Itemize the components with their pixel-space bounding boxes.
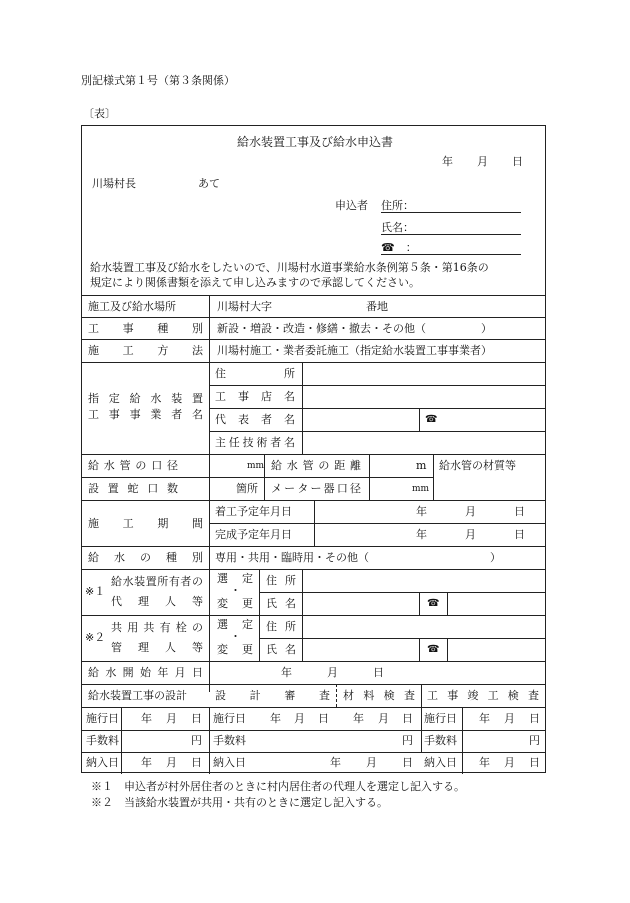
body-line-1: 給水装置工事及び給水をしたいので、川場村水道事業給水条例第５条・第16条の <box>90 261 489 274</box>
rule <box>82 454 545 455</box>
paid-month-2: 月 <box>366 756 377 769</box>
exec-day-1: 日 <box>191 712 202 725</box>
fee-label-3: 手数料 <box>424 734 457 747</box>
pipe-diameter-unit: mm <box>247 461 265 471</box>
agent1-dot: ・ <box>230 584 241 597</box>
fee-label-1: 手数料 <box>86 734 119 747</box>
agent1-change: 変更 <box>217 597 253 610</box>
design-label: 給水装置工事の設計 <box>88 689 187 702</box>
period-end-month: 月 <box>465 528 476 541</box>
rule <box>82 317 545 318</box>
applicant-address-label: 住所： <box>381 199 414 212</box>
paid-year-3: 年 <box>479 756 490 769</box>
rule <box>419 592 420 615</box>
exec-day-3: 日 <box>402 712 413 725</box>
tap-count-label: 設置蛇口数 <box>88 482 178 495</box>
phone-icon: ☎ <box>427 644 440 655</box>
period-end-year: 年 <box>416 528 427 541</box>
agent2-dot: ・ <box>230 630 241 643</box>
address-underline <box>381 212 521 213</box>
contractor-rep-label: 代表者名 <box>215 413 295 426</box>
applicant-name-label: 氏名： <box>381 221 414 234</box>
method-value: 川場村施工・業者委託施工（指定給水装置工事事業者） <box>217 344 492 357</box>
period-label: 施工期間 <box>88 517 203 530</box>
contractor-label-2: 工事事業者名 <box>88 408 203 421</box>
finish-check-label: 工事竣工検査 <box>427 689 539 702</box>
rule <box>419 638 420 661</box>
phone-icon: ☎ <box>425 414 438 425</box>
period-end-day: 日 <box>514 528 525 541</box>
exec-month-2: 月 <box>294 712 305 725</box>
rule <box>314 500 315 546</box>
fee-label-2: 手数料 <box>213 734 246 747</box>
rule <box>369 454 370 500</box>
rule <box>209 385 545 386</box>
tap-count-unit: 箇所 <box>236 482 258 495</box>
rule <box>447 592 448 615</box>
date-day: 日 <box>512 155 523 168</box>
rule <box>82 730 545 731</box>
agent2-name-label: 氏名 <box>266 643 296 656</box>
exec-month-3: 月 <box>378 712 389 725</box>
site-value: 川場村大字 <box>217 300 272 313</box>
date-year: 年 <box>442 155 453 168</box>
rule <box>82 477 433 478</box>
rule <box>447 638 448 661</box>
start-month: 月 <box>327 666 338 679</box>
period-start-year: 年 <box>416 505 427 518</box>
form-number: 別記様式第１号（第３条関係） <box>81 74 235 87</box>
agent1-name-label: 氏名 <box>266 597 296 610</box>
rule <box>264 454 265 500</box>
contractor-shop-label: 工事店名 <box>215 390 295 403</box>
rule <box>209 523 545 524</box>
fee-yen-1: 円 <box>191 734 202 747</box>
pipe-material-label: 給水管の材質等 <box>439 459 516 472</box>
meter-diameter-unit: mm <box>412 484 430 494</box>
rule <box>433 454 434 500</box>
agent2-label-2: 管理人等 <box>111 641 203 654</box>
supply-label: 給水の種別 <box>88 551 203 564</box>
dashed-rule <box>336 684 337 707</box>
rule <box>82 661 545 662</box>
rule <box>209 295 210 692</box>
paid-year-2: 年 <box>330 756 341 769</box>
rule <box>209 408 545 409</box>
agent2-label-1: 共用共有栓の <box>111 621 203 634</box>
contractor-label-1: 指定給水装置 <box>88 392 203 405</box>
paid-day-2: 日 <box>402 756 413 769</box>
exec-label-2: 施行日 <box>213 712 246 725</box>
applicant-label: 申込者 <box>335 199 368 212</box>
start-year: 年 <box>281 666 292 679</box>
survey-label: 設計審査 <box>215 689 330 702</box>
paid-year-1: 年 <box>141 756 152 769</box>
contractor-address-label: 住所 <box>215 367 295 380</box>
rule <box>419 408 420 431</box>
phone-icon: ☎ <box>427 598 440 609</box>
rule <box>82 339 545 340</box>
agent2-select: 選定 <box>217 618 253 631</box>
agent1-mark: ※１ <box>85 585 106 598</box>
rule <box>421 684 422 752</box>
pipe-diameter-label: 給水管の口径 <box>88 459 178 472</box>
name-underline <box>381 234 521 235</box>
pipe-distance-unit: m <box>416 459 427 472</box>
paid-label-1: 納入日 <box>86 756 119 769</box>
period-end-label: 完成予定年月日 <box>215 528 292 541</box>
applicant-phone-label: ☎ ： <box>381 241 417 254</box>
side-label: 〔表〕 <box>83 107 116 120</box>
method-label: 施工方法 <box>88 344 203 357</box>
form-title: 給水装置工事及び給水申込書 <box>237 135 394 149</box>
rule <box>82 752 545 753</box>
exec-year-4: 年 <box>479 712 490 725</box>
rule <box>302 569 303 661</box>
period-start-label: 着工予定年月日 <box>215 505 292 518</box>
rule <box>82 707 545 708</box>
period-start-day: 日 <box>514 505 525 518</box>
agent2-mark: ※２ <box>85 631 106 644</box>
exec-year-3: 年 <box>353 712 364 725</box>
period-start-month: 月 <box>465 505 476 518</box>
exec-year-1: 年 <box>141 712 152 725</box>
agent1-select: 選定 <box>217 572 253 585</box>
agent1-label-2: 代理人等 <box>111 595 203 608</box>
rule <box>302 362 303 454</box>
note-2: ※２ 当該給水装置が共用・共有のときに選定し記入する。 <box>91 796 388 809</box>
site-suffix: 番地 <box>366 300 388 313</box>
fee-yen-3: 円 <box>529 734 540 747</box>
rule <box>82 295 545 296</box>
start-day: 日 <box>373 666 384 679</box>
site-label: 施工及び給水場所 <box>88 300 176 313</box>
application-form <box>81 125 546 773</box>
exec-day-2: 日 <box>318 712 329 725</box>
exec-day-4: 日 <box>529 712 540 725</box>
agent1-label-1: 給水装置所有者の <box>111 575 203 588</box>
rule <box>82 615 545 616</box>
phone-underline <box>381 254 521 255</box>
rule <box>82 362 545 363</box>
rule <box>82 546 545 547</box>
rule <box>82 569 545 570</box>
agent2-change: 変更 <box>217 643 253 656</box>
note-1: ※１ 申込者が村外居住者のときに村内居住者の代理人を選定し記入する。 <box>91 780 465 793</box>
date-month: 月 <box>477 155 488 168</box>
supply-value: 専用・共用・臨時用・その他（ ） <box>215 551 501 564</box>
start-date-label: 給水開始年月日 <box>88 666 203 679</box>
rule <box>259 569 260 661</box>
kind-value: 新設・増設・改造・修繕・撤去・その他（ ） <box>217 322 492 335</box>
agent1-address-label: 住所 <box>266 574 296 587</box>
meter-diameter-label: メーター器口径 <box>271 482 361 495</box>
paid-day-3: 日 <box>529 756 540 769</box>
exec-month-4: 月 <box>504 712 515 725</box>
pipe-distance-label: 給水管の距離 <box>271 459 361 472</box>
paid-day-1: 日 <box>191 756 202 769</box>
agent2-address-label: 住所 <box>266 620 296 633</box>
rule <box>209 431 545 432</box>
fee-yen-2: 円 <box>402 734 413 747</box>
exec-year-2: 年 <box>270 712 281 725</box>
addressee-name: 川場村長 <box>92 177 136 190</box>
rule <box>121 752 122 774</box>
kind-label: 工事種別 <box>88 322 203 335</box>
rule <box>209 707 210 774</box>
rule <box>462 707 463 774</box>
exec-label-3: 施行日 <box>424 712 457 725</box>
addressee-ate: あて <box>198 177 220 190</box>
exec-label-1: 施行日 <box>86 712 119 725</box>
paid-label-3: 納入日 <box>424 756 457 769</box>
paid-label-2: 納入日 <box>213 756 246 769</box>
body-line-2: 規定により関係書類を添えて申し込みますので承認してください。 <box>90 276 420 289</box>
paid-month-1: 月 <box>166 756 177 769</box>
material-check-label: 材料検査 <box>343 689 415 702</box>
paid-month-3: 月 <box>504 756 515 769</box>
rule <box>82 684 545 685</box>
exec-month-1: 月 <box>166 712 177 725</box>
contractor-chief-label: 主任技術者名 <box>215 436 295 449</box>
